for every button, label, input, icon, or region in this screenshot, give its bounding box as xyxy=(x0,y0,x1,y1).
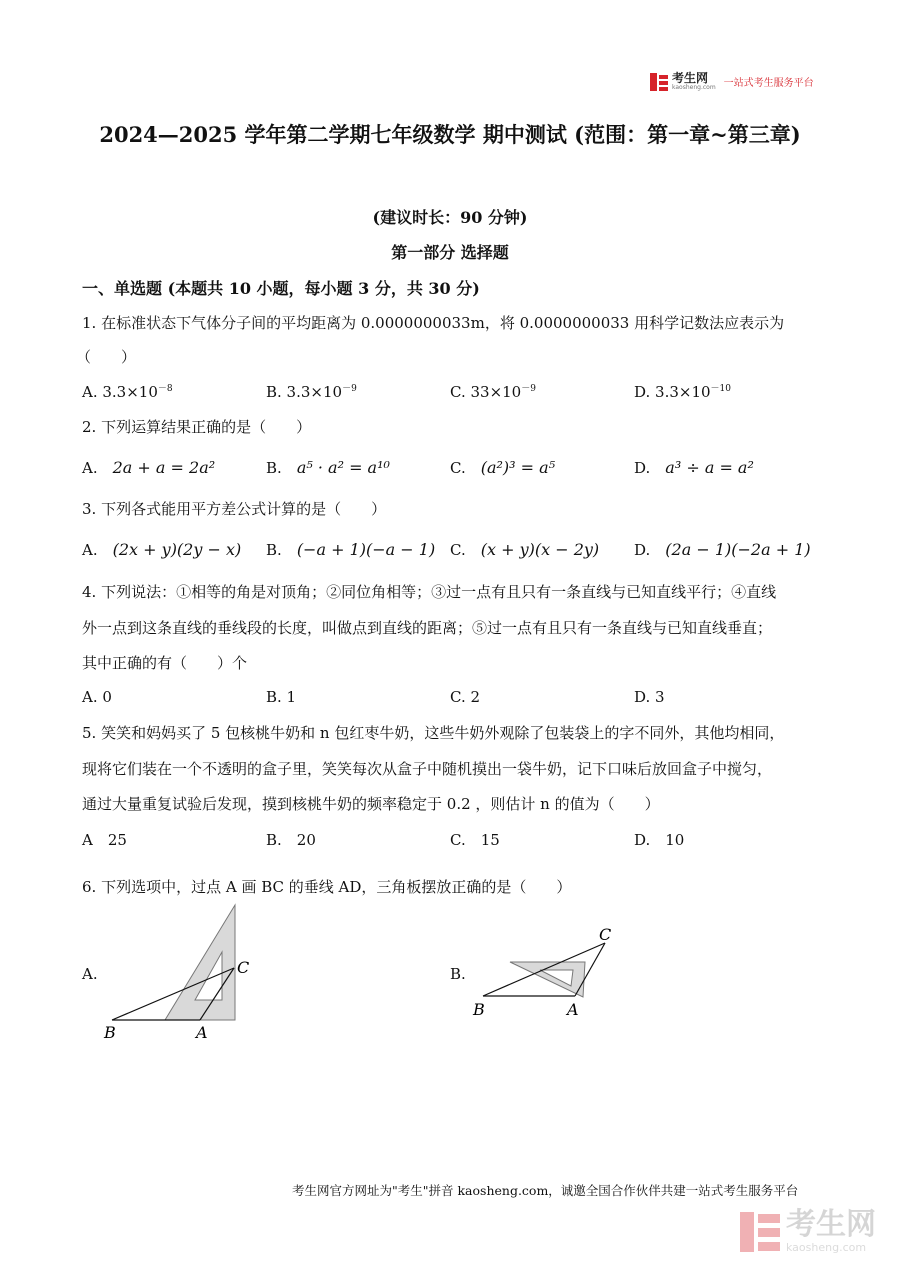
q1-option-d: D. $3.3\times 10^{-10}$ xyxy=(634,383,731,401)
q2-option-c: C. (a²)³ = a⁵ xyxy=(450,458,556,477)
q1-option-a: A. $3.3\times 10^{-8}$ xyxy=(82,383,173,401)
section-title: 一、单选题 (本题共 10 小题，每小题 3 分，共 30 分) xyxy=(82,279,480,298)
q4-option-a: A. 0 xyxy=(82,688,112,706)
q4-option-d: D. 3 xyxy=(634,688,665,706)
q4-stem-line2: 外一点到这条直线的垂线段的长度，叫做点到直线的距离；⑤过一点有且只有一条直线与已知直线垂直； xyxy=(82,619,773,637)
set-square-a xyxy=(165,905,235,1020)
duration: (建议时长：90 分钟) xyxy=(372,208,528,227)
watermark-logo-icon xyxy=(740,1212,780,1252)
q3-option-b: B. (−a + 1)(−a − 1) xyxy=(266,540,436,559)
label-b-fig2: B xyxy=(473,1000,485,1019)
q4-option-b: B. 1 xyxy=(266,688,297,706)
header-logo xyxy=(650,72,814,91)
watermark-domain: kaosheng.com xyxy=(786,1241,867,1254)
kaosheng-logo-icon xyxy=(650,73,668,91)
q2-option-a: A. 2a + a = 2a² xyxy=(82,458,216,477)
q6-option-b: B. xyxy=(450,965,466,983)
q4-stem-line3: 其中正确的有（ ）个 xyxy=(82,654,248,672)
q4-stem-line1: 4. 下列说法：①相等的角是对顶角；②同位角相等；③过一点有且只有一条直线与已知直线平行；④直线 xyxy=(82,583,777,601)
q2-option-d: D. a³ ÷ a = a² xyxy=(634,458,754,477)
segment-bc-b xyxy=(483,943,605,996)
q1-option-b: B. $3.3\times 10^{-9}$ xyxy=(266,383,357,401)
q2-stem: 2. 下列运算结果正确的是（ ） xyxy=(82,418,312,436)
q2-expr-c: (a²)³ = a⁵ xyxy=(480,458,556,477)
watermark-name: 考生网 xyxy=(786,1207,876,1242)
part-title: 第一部分 选择题 xyxy=(391,243,509,262)
q5-stem-line2: 现将它们装在一个不透明的盒子里，笑笑每次从盒子中随机摸出一袋牛奶，记下口味后放回盒子中搅匀， xyxy=(82,760,773,778)
q3-expr-a: (2x + y)(2y − x) xyxy=(112,540,242,559)
footer-text: 考生网官方网址为"考生"拼音 kaosheng.com，诚邀全国合作伙伴共建一站式考生服务平台 xyxy=(292,1183,799,1198)
label-c-fig2: C xyxy=(599,925,612,944)
q2-option-b: B. a⁵ · a² = a¹⁰ xyxy=(266,458,390,477)
watermark xyxy=(740,1209,876,1254)
q1-stem-line2: （ ） xyxy=(76,348,137,366)
q2-expr-d: a³ ÷ a = a² xyxy=(665,458,754,477)
q5-option-c: C. 15 xyxy=(450,831,500,849)
q5-stem-line3: 通过大量重复试验后发现，摸到核桃牛奶的频率稳定于 0.2 ，则估计 n 的值为（ ） xyxy=(82,795,660,813)
label-a-fig2: A xyxy=(567,1000,579,1019)
q5-option-d: D. 10 xyxy=(634,831,685,849)
q1-option-c: C. $33\times 10^{-9}$ xyxy=(450,383,536,401)
q6-figure-b xyxy=(465,920,635,1030)
label-a: A xyxy=(196,1023,208,1042)
q3-expr-b: (−a + 1)(−a − 1) xyxy=(296,540,436,559)
logo-domain: kaosheng.com xyxy=(672,84,716,91)
q6-option-a: A. xyxy=(82,965,98,983)
q3-stem: 3. 下列各式能用平方差公式计算的是（ ） xyxy=(82,500,387,518)
q4-option-c: C. 2 xyxy=(450,688,481,706)
q3-option-c: C. (x + y)(x − 2y) xyxy=(450,540,600,559)
q5-option-b: B. 20 xyxy=(266,831,316,849)
label-b: B xyxy=(104,1023,116,1042)
q3-expr-c: (x + y)(x − 2y) xyxy=(480,540,600,559)
q1-stem-line1: 1. 在标准状态下气体分子间的平均距离为 0.0000000033m，将 0.0000000033 用科学记数法应表示为 xyxy=(82,314,785,332)
q6-figure-a xyxy=(100,900,280,1050)
q5-option-a: A 25 xyxy=(82,831,127,849)
q3-expr-d: (2a − 1)(−2a + 1) xyxy=(665,540,811,559)
logo-slogan: 一站式考生服务平台 xyxy=(723,78,814,89)
page-title: 2024—2025 学年第二学期七年级数学 期中测试 (范围：第一章~第三章) xyxy=(99,122,801,147)
q5-stem-line1: 5. 笑笑和妈妈买了 5 包核桃牛奶和 n 包红枣牛奶，这些牛奶外观除了包装袋上的字不同外，其他均相同， xyxy=(82,724,785,742)
q3-option-a: A. (2x + y)(2y − x) xyxy=(82,540,242,559)
label-c: C xyxy=(237,958,250,977)
q2-expr-a: 2a + a = 2a² xyxy=(112,458,216,477)
q2-expr-b: a⁵ · a² = a¹⁰ xyxy=(296,458,390,477)
logo-name: 考生网 xyxy=(672,71,709,85)
q3-option-d: D. (2a − 1)(−2a + 1) xyxy=(634,540,811,559)
q6-stem: 6. 下列选项中，过点 A 画 BC 的垂线 AD，三角板摆放正确的是（ ） xyxy=(82,878,572,896)
